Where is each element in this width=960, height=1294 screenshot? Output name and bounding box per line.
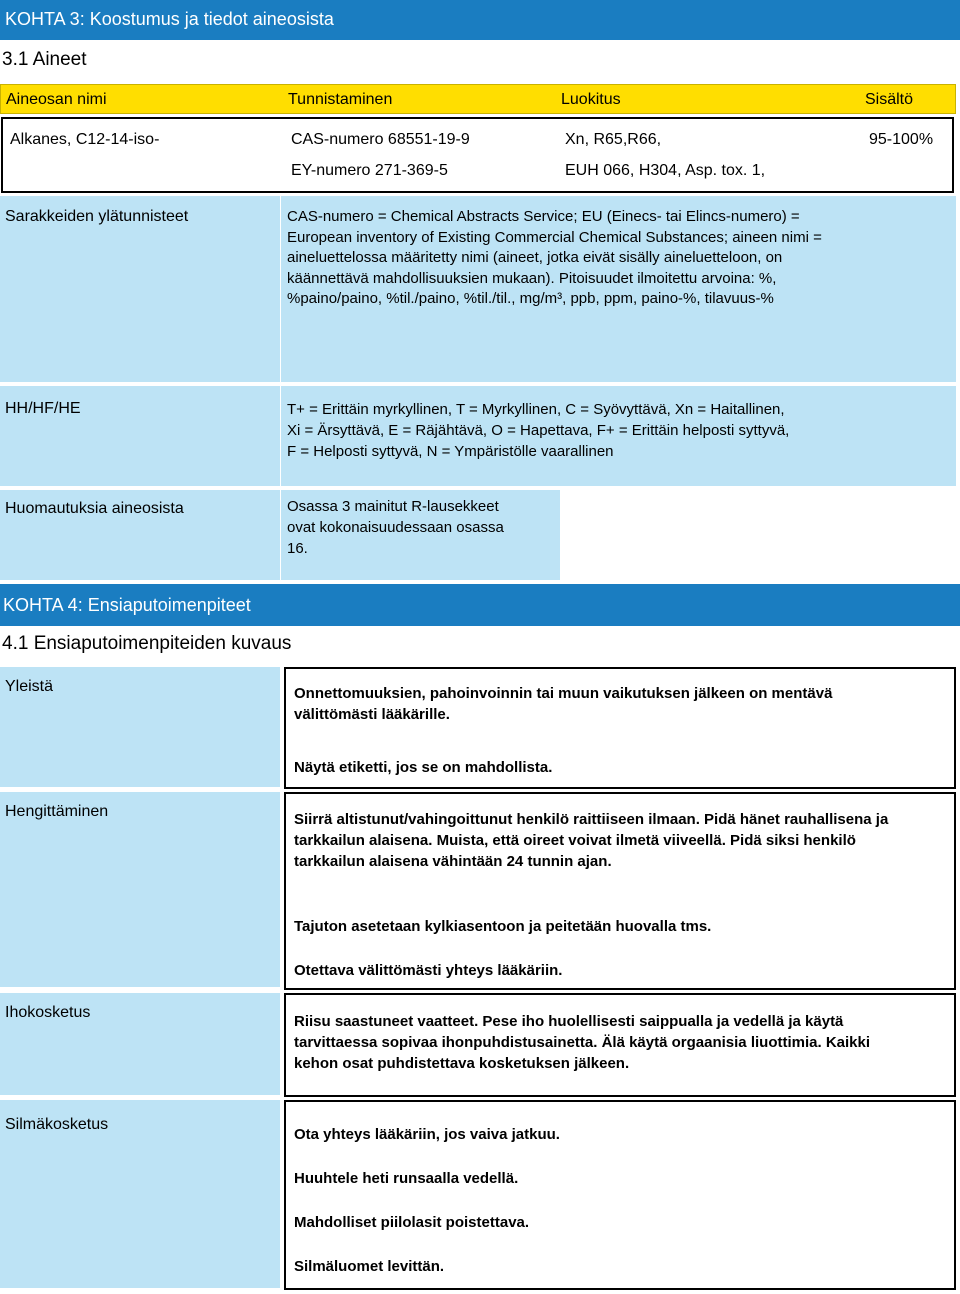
table-header [0,84,956,114]
general-line: välittömästi lääkärille. [294,706,450,723]
column-header-line: käännettävä mahdollisuuksien mukaan). Pitoisuudet ilmoitettu arvoina: %, [287,269,777,287]
inhalation-text-cell [284,792,956,990]
skin-text-cell [284,993,956,1097]
notes-line: Osassa 3 mainitut R-lausekkeet [287,498,499,515]
section3-subheading: 3.1 Aineet [2,49,87,70]
notes-line: 16. [287,540,308,557]
column-header-label: Sarakkeiden ylätunnisteet [5,208,189,225]
column-header-line: European inventory of Existing Commercial Chemical Substances; aineen nimi = [287,228,822,246]
column-header-text-cell [281,196,956,382]
substance-name: Alkanes, C12-14-iso- [10,131,160,148]
notes-label-cell [0,490,280,580]
column-header-line: CAS-numero = Chemical Abstracts Service; EU (Einecs- tai Elincs-numero) = [287,208,800,225]
col-header-name: Aineosan nimi [6,91,107,108]
substance-row [1,117,954,193]
substance-ey: EY-numero 271-369-5 [291,162,448,179]
hazard-line: Xi = Ärsyttävä, E = Räjähtävä, O = Hapettava, F+ = Erittäin helposti syttyvä, [287,422,790,439]
substance-class-2: EUH 066, H304, Asp. tox. 1, [565,162,766,179]
column-header-line: aineluettelossa määritetty nimi (aineet, jotka eivät sisälly aineluetteloon, on [287,249,783,266]
section4-heading: KOHTA 4: Ensiaputoimenpiteet [0,584,960,626]
eye-label: Silmäkosketus [5,1116,109,1133]
inhalation-label-cell [0,792,280,987]
hazard-text-cell [281,386,956,486]
skin-label-cell [0,993,280,1095]
general-label: Yleistä [5,678,54,695]
inhalation-line: Otettava välittömästi yhteys lääkäriin. [294,962,563,979]
general-line: Näytä etiketti, jos se on mahdollista. [294,759,553,776]
skin-label: Ihokosketus [5,1004,91,1021]
substance-content: 95-100% [869,131,934,148]
notes-label: Huomautuksia aineosista [5,500,184,517]
inhalation-line: Siirrä altistunut/vahingoittunut henkilö raittiiseen ilmaan. Pidä hänet rauhallisena ja [294,811,889,828]
general-label-cell [0,667,280,787]
inhalation-line: tarkkailun alaisena. Muista, että oireet voivat ilmetä viiveellä. Pidä siksi henkilö [294,832,856,849]
column-header-label-cell [0,196,280,382]
eye-label-cell [0,1100,280,1288]
general-text-cell [284,667,956,789]
eye-line: Silmäluomet levittän. [294,1258,445,1275]
inhalation-label: Hengittäminen [5,803,109,820]
substance-cas: CAS-numero 68551-19-9 [291,131,470,148]
skin-line: Riisu saastuneet vaatteet. Pese iho huolellisesti saippualla ja vedellä ja käytä [294,1013,844,1030]
inhalation-line: Tajuton asetetaan kylkiasentoon ja peitetään huovalla tms. [294,918,712,935]
section3-heading: KOHTA 3: Koostumus ja tiedot aineosista [0,0,960,40]
hazard-label-cell [0,386,280,486]
notes-text-mask [560,490,956,580]
skin-line: kehon osat puhdistettava kosketuksen jälkeen. [294,1055,630,1072]
eye-text-cell [284,1100,956,1290]
col-header-classification: Luokitus [561,91,621,108]
substance-class-1: Xn, R65,R66, [565,131,662,148]
eye-line: Huuhtele heti runsaalla vedellä. [294,1170,519,1187]
section4-subheading: 4.1 Ensiaputoimenpiteiden kuvaus [2,633,292,654]
general-line: Onnettomuuksien, pahoinvoinnin tai muun vaikutuksen jälkeen on mentävä [294,685,833,702]
col-header-content: Sisältö [865,91,914,108]
notes-line: ovat kokonaisuudessaan osassa [287,519,504,536]
eye-line: Mahdolliset piilolasit poistettava. [294,1214,530,1231]
hazard-line: F = Helposti syttyvä, N = Ympäristölle vaarallinen [287,443,614,460]
inhalation-line: tarkkailun alaisena vähintään 24 tunnin ajan. [294,853,612,870]
hazard-line: T+ = Erittäin myrkyllinen, T = Myrkyllinen, C = Syövyttävä, Xn = Haitallinen, [287,401,785,418]
skin-line: tarvittaessa sopivaa ihonpuhdistusainetta. Älä käytä orgaanisia liuottimia. Kaikki [294,1034,871,1051]
eye-line: Ota yhteys lääkäriin, jos vaiva jatkuu. [294,1126,560,1143]
col-header-identification: Tunnistaminen [288,91,393,108]
column-header-line: %paino/paino, %til./paino, %til./til., mg/m³, ppb, ppm, paino-%, tilavuus-% [287,290,774,307]
hazard-label: HH/HF/HE [5,400,81,417]
